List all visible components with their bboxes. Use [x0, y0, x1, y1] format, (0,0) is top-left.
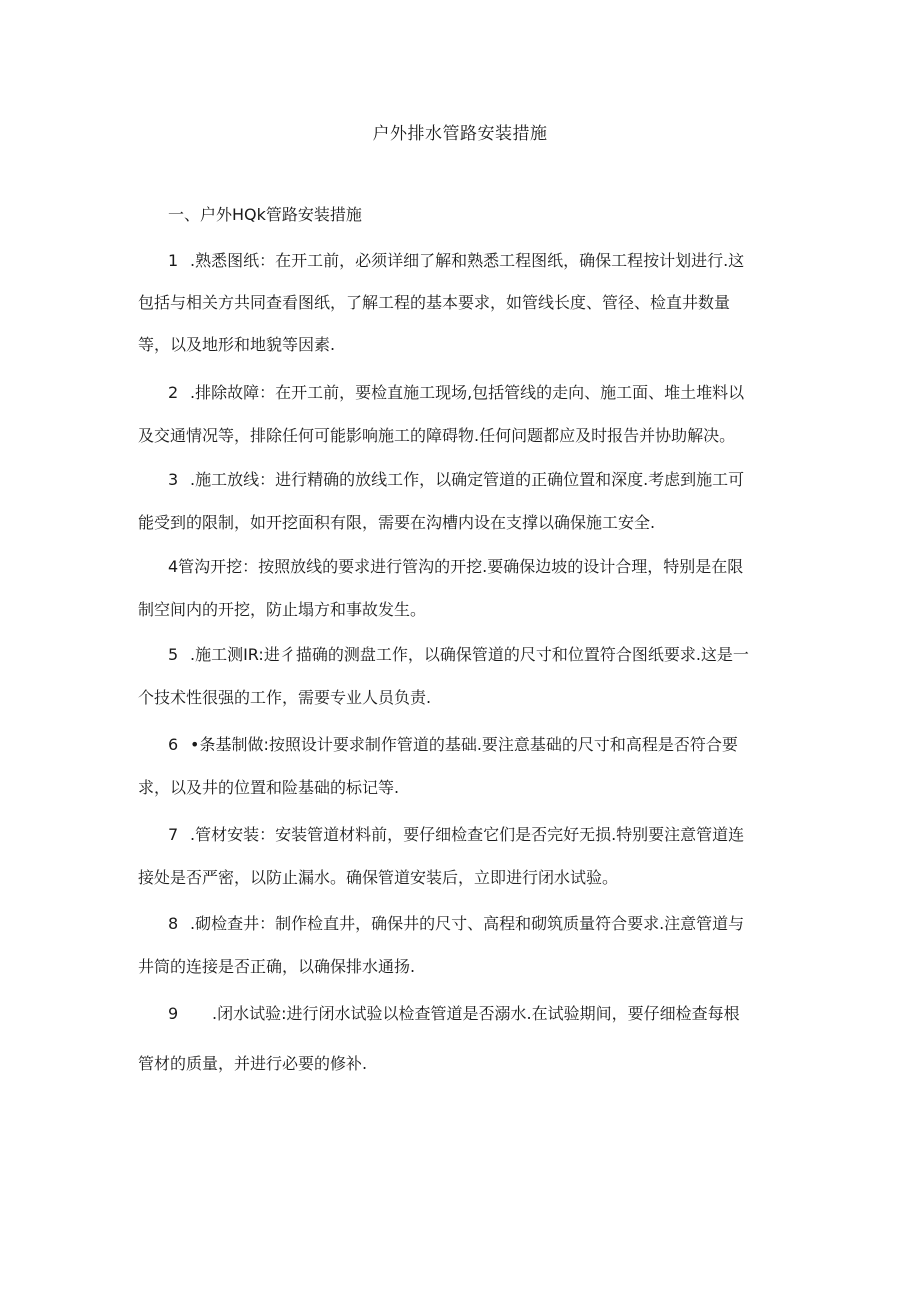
document-title: 户外排水管路安装措施 — [372, 124, 548, 144]
item-number: 5 — [168, 645, 179, 664]
list-item-line: 9 .闭水试验:进行闭水试验以检查管道是否溺水.在试验期间，要仔细检查每根 — [138, 1002, 786, 1026]
list-item-line: 3 .施工放线：进行精确的放线工作，以确定管道的正确位置和深度.考虑到施工可 — [138, 468, 786, 492]
item-number: 2 — [168, 383, 179, 402]
item-number: 8 — [168, 914, 179, 933]
item-number: 7 — [168, 825, 179, 844]
list-item-line: 求，以及井的位置和险基础的标记等. — [138, 778, 400, 797]
item-number: 6 — [168, 735, 179, 754]
list-item-8 — [138, 912, 786, 979]
list-item-line: 等，以及地形和地貌等因素. — [138, 335, 336, 354]
list-item-line: 2 .排除故障：在开工前，要检直施工现场,包括管线的走向、施工面、堆土堆料以 — [138, 381, 786, 405]
list-item-line: 6 •条基制做:按照设计要求制作管道的基础.要注意基础的尺寸和高程是否符合要 — [138, 733, 786, 757]
section-heading: 一、户外HQk管路安装措施 — [168, 205, 362, 224]
list-item-line: 管材的质量，并进行必要的修补. — [138, 1054, 368, 1073]
list-item-6 — [138, 733, 786, 800]
item-number: 1 — [168, 251, 179, 270]
list-item-line: 接处是否严密，以防止漏水。确保管道安装后，立即进行闭水试验。 — [138, 868, 619, 887]
list-item-line: 及交通情况等，排除任何可能影响施工的障碍物.任何问题都应及时报告并协助解决。 — [138, 426, 736, 445]
list-item-line: 1 .熟悉图纸：在开工前，必须详细了解和熟悉工程图纸，确保工程按计划进行.这 — [138, 249, 786, 273]
list-item-9 — [138, 1002, 786, 1076]
item-number: 3 — [168, 470, 179, 489]
item-number: 9 — [168, 1004, 179, 1023]
list-item-4 — [138, 555, 786, 622]
list-item-line: 井筒的连接是否正确，以确保排水通扬. — [138, 957, 416, 976]
list-item-line: 包括与相关方共同查看图纸，了解工程的基本要求，如管线长度、管径、检直井数量 — [138, 293, 731, 312]
list-item-1 — [138, 249, 786, 357]
list-item-line: 7 .管材安装：安装管道材料前，要仔细检查它们是否完好无损.特别要注意管道连 — [138, 823, 786, 847]
list-item-line: 能受到的限制，如开挖面积有限，需要在沟槽内设在支撑以确保施工安全. — [138, 513, 656, 532]
list-item-line: 4管沟开挖：按照放线的要求进行管沟的开挖.要确保边坡的设计合理，特别是在限 — [168, 557, 744, 576]
list-item-line: 5 .施工测IR:进彳描确的测盘工作，以确保管道的尺寸和位置符合图纸要求.这是一 — [138, 643, 786, 667]
list-item-7 — [138, 823, 786, 890]
list-item-line: 制空间内的开挖，防止塌方和事故发生。 — [138, 600, 427, 619]
list-item-2 — [138, 381, 786, 448]
list-item-3 — [138, 468, 786, 535]
list-item-line: 个技术性很强的工作，需要专业人员负责. — [138, 688, 432, 707]
list-item-line: 8 .砌检查井：制作检直井，确保井的尺寸、高程和砌筑质量符合要求.注意管道与 — [138, 912, 786, 936]
list-item-5 — [138, 643, 786, 710]
